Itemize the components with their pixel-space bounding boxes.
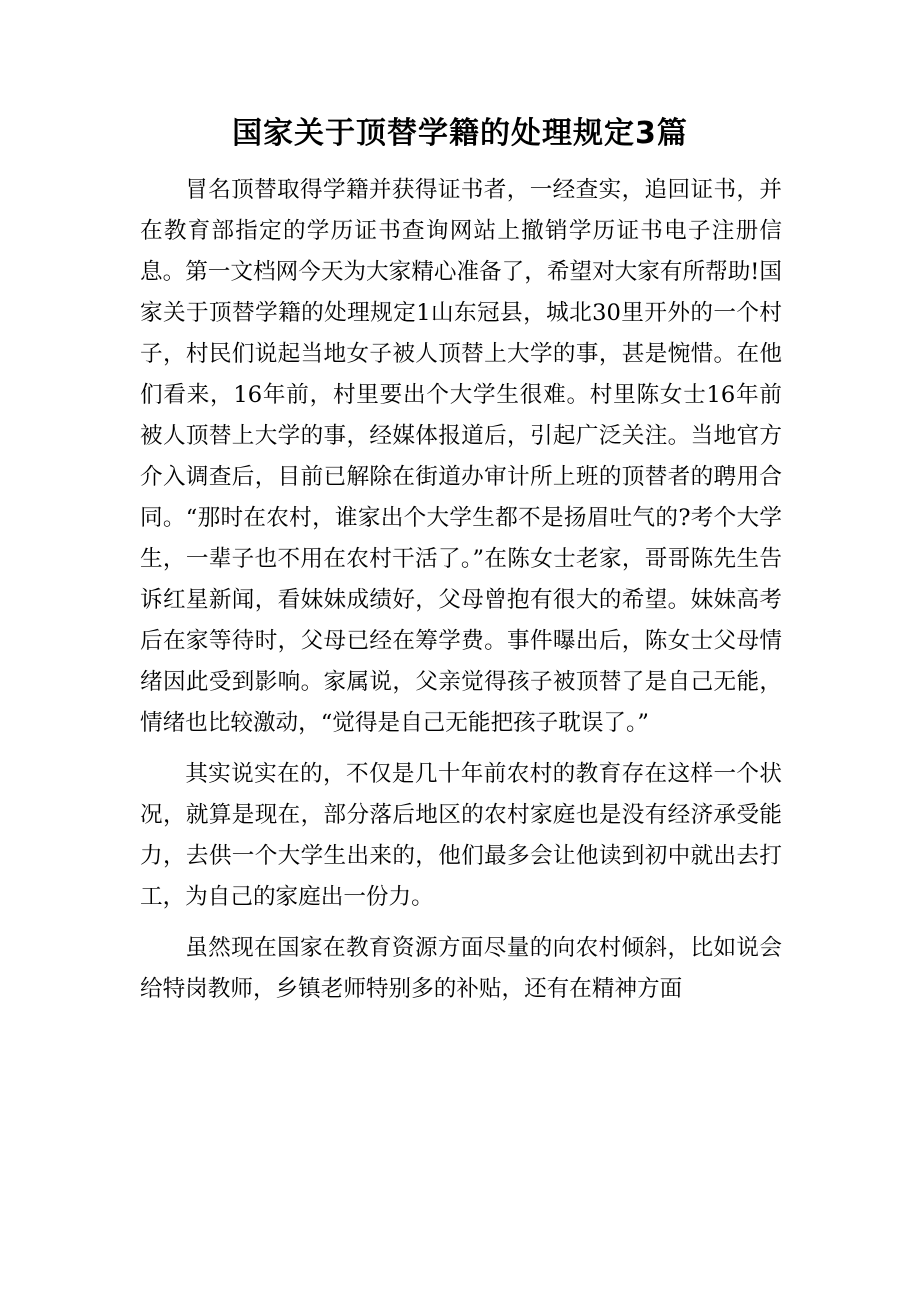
document-title: 国家关于顶替学籍的处理规定3篇 bbox=[232, 116, 688, 151]
paragraph-1: 冒名顶替取得学籍并获得证书者，一经查实，追回证书，并在教育部指定的学历证书查询网站上撤销学历证书电子注册信息。第一文档网今天为大家精心准备了，希望对大家有所帮助!国家关于顶替学籍的处理规定1山东冠县，城北30里开外的一个村子，村民们说起当地女子被人顶替上大学的事，甚是惋惜。在他们看来，16年前，村里要出个大学生很难。村里陈女士16年前被人顶替上大学的事，经媒体报道后，引起广泛关注。当地官方介入调查后，目前已解除在街道办审计所上班的顶替者的聘用合同。“那时在农村，谁家出个大学生都不是扬眉吐气的?考个大学生，一辈子也不用在农村干活了。”在陈女士老家，哥哥陈先生告诉红星新闻，看妹妹成绩好，父母曾抱有很大的希望。妹妹高考后在家等待时，父母已经在筹学费。事件曝出后，陈女士父母情绪因此受到影响。家属说，父亲觉得孩子被顶替了是自己无能，情绪也比较激动，“觉得是自己无能把孩子耽误了。” bbox=[140, 177, 782, 736]
document-body bbox=[140, 170, 782, 1020]
paragraph-2: 其实说实在的，不仅是几十年前农村的教育存在这样一个状况，就算是现在，部分落后地区的农村家庭也是没有经济承受能力，去供一个大学生出来的，他们最多会让他读到初中就出去打工，为自己的家庭出一份力。 bbox=[140, 761, 782, 910]
paragraph-3: 虽然现在国家在教育资源方面尽量的向农村倾斜，比如说会给特岗教师，乡镇老师特别多的补贴，还有在精神方面 bbox=[140, 935, 782, 1002]
